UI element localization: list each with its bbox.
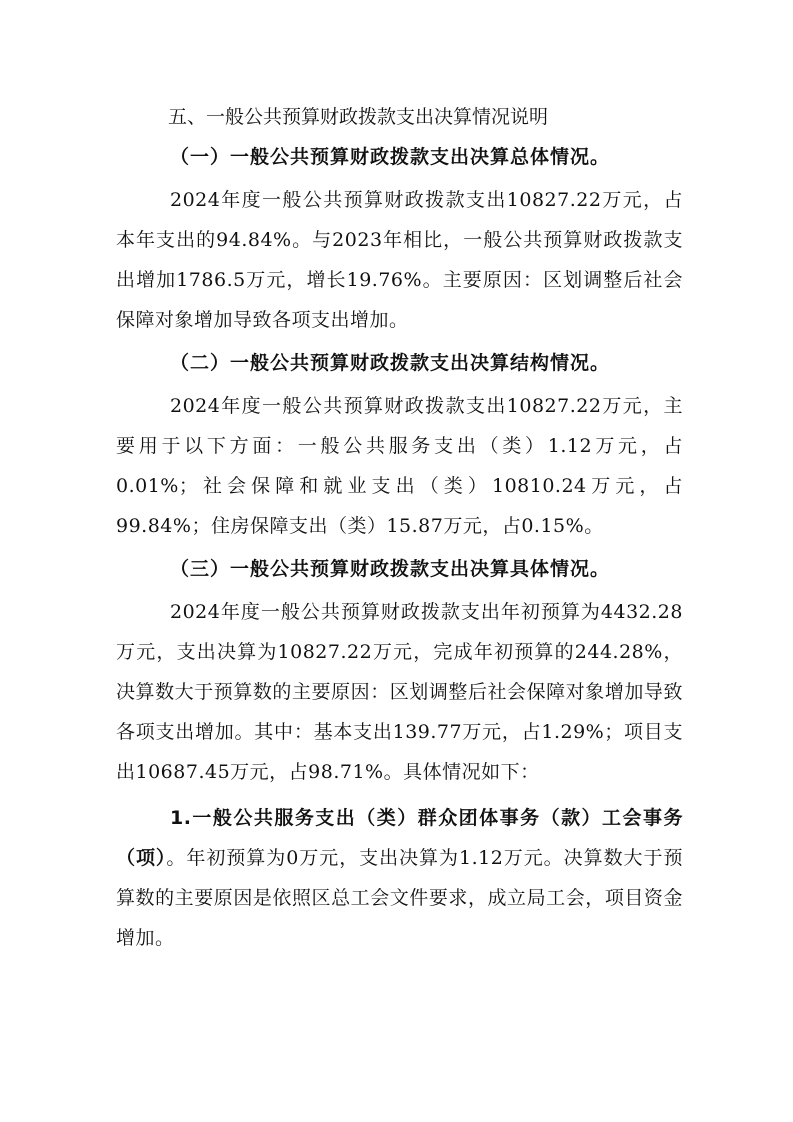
item-1-text: 。年初预算为0万元，支出决算为1.12万元。决算数大于预算数的主要原因是依照区总工会文件要求，成立局工会，项目资金增加。 xyxy=(116,847,683,949)
paragraph-item-1 xyxy=(116,798,683,958)
section-title: 五、一般公共预算财政拨款支出决算情况说明 xyxy=(168,106,549,128)
paragraph-overall: 2024年度一般公共预算财政拨款支出10827.22万元，占本年支出的94.84%。与2023年相比，一般公共预算财政拨款支出增加1786.5万元，增长19.76%。主要原因：区划调整后社会保障对象增加导致各项支出增加。 xyxy=(116,189,683,331)
paragraph-detail: 2024年度一般公共预算财政拨款支出年初预算为4432.28万元，支出决算为10827.22万元，完成年初预算的244.28%，决算数大于预算数的主要原因：区划调整后社会保障对象增加导致各项支出增加。其中：基本支出139.77万元，占1.29%；项目支出10687.45万元，占98.71%。具体情况如下： xyxy=(116,601,683,783)
subsection-heading-1: （一）一般公共预算财政拨款支出决算总体情况。 xyxy=(170,146,611,168)
subsection-heading-2: （二）一般公共预算财政拨款支出决算结构情况。 xyxy=(170,352,611,374)
subsection-heading-3: （三）一般公共预算财政拨款支出决算具体情况。 xyxy=(170,558,611,580)
item-1-lead: 1.一般公共服务支出（类）群众团体事务（款）工会事务（项） xyxy=(116,807,683,869)
paragraph-structure: 2024年度一般公共预算财政拨款支出10827.22万元，主要用于以下方面：一般公共服务支出（类）1.12万元，占0.01%；社会保障和就业支出（类）10810.24万元，占99.84%；住房保障支出（类）15.87万元，占0.15%。 xyxy=(116,395,683,537)
